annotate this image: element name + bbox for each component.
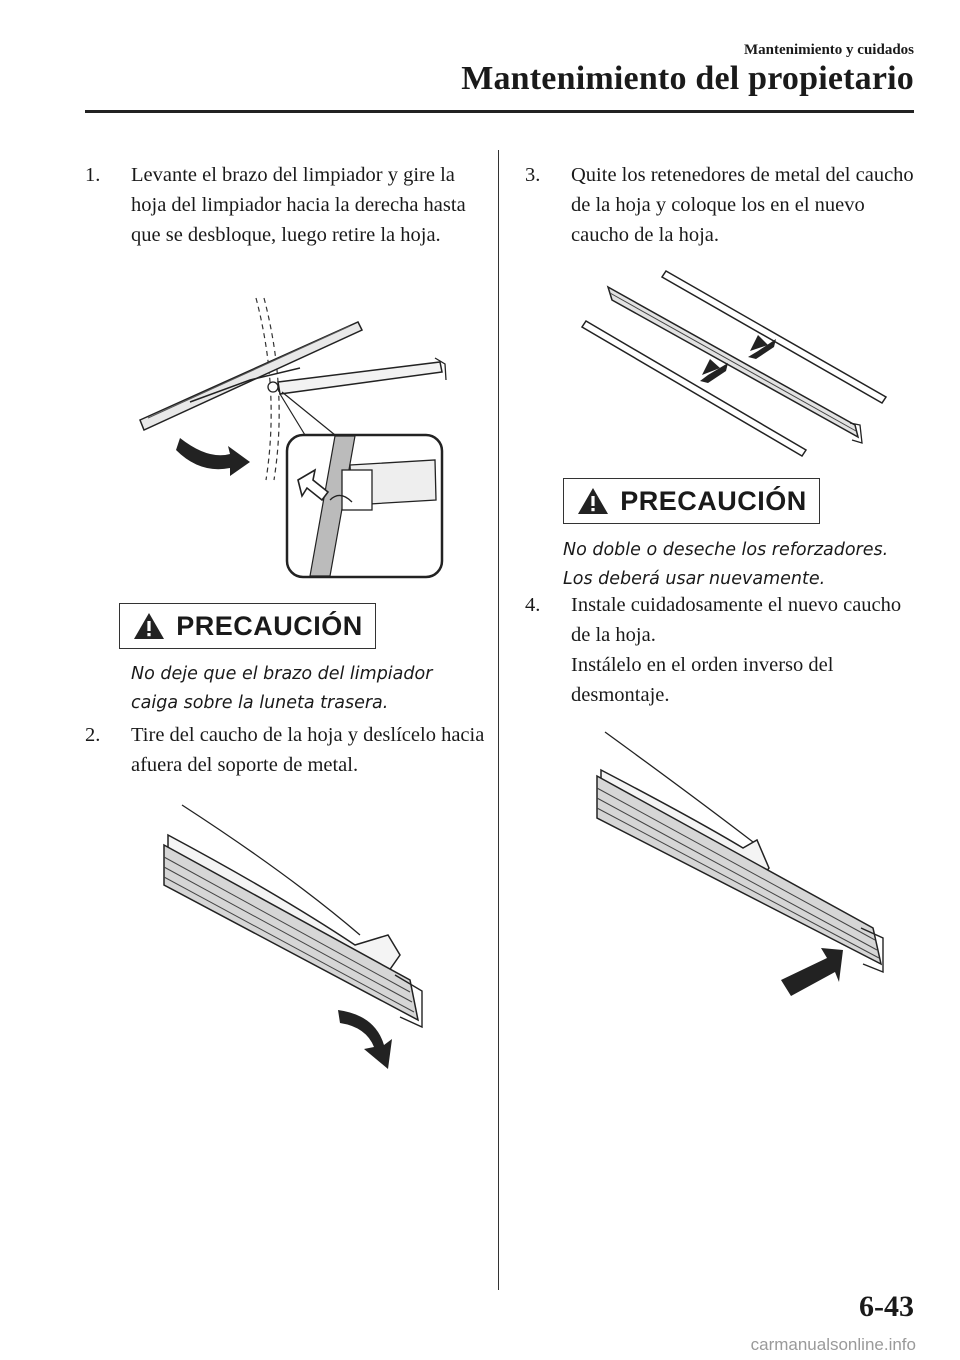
step-1 bbox=[85, 160, 485, 250]
wiper-arm-removal-figure bbox=[130, 290, 460, 585]
step-text: Levante el brazo del limpiador y gire la hoja del limpiador hacia la derecha hasta que se desbloque, luego retire la hoja. bbox=[131, 164, 466, 246]
warning-triangle-icon bbox=[132, 611, 166, 641]
blade-rubber-install-figure bbox=[593, 728, 885, 996]
caution-label: PRECAUCIÓN bbox=[620, 485, 807, 516]
section-subtitle: Mantenimiento y cuidados bbox=[743, 42, 914, 58]
step-text-continued: Instálelo en el orden inverso del desmontaje. bbox=[571, 654, 834, 706]
page-title: Mantenimiento del propietario bbox=[461, 60, 914, 97]
step-4 bbox=[525, 590, 915, 710]
column-divider bbox=[498, 150, 499, 1290]
step-number: 4. bbox=[525, 594, 541, 616]
step-number: 2. bbox=[85, 724, 101, 746]
watermark: carmanualsonline.info bbox=[750, 1335, 916, 1354]
step-text: Quite los retenedores de metal del caucho de la hoja y coloque los en el nuevo caucho de la hoja. bbox=[571, 164, 914, 246]
caution-label: PRECAUCIÓN bbox=[176, 610, 363, 641]
step-number: 3. bbox=[525, 164, 541, 186]
caution-line: No deje que el brazo del limpiador bbox=[131, 664, 433, 684]
step-text: Tire del caucho de la hoja y deslícelo hacia afuera del soporte de metal. bbox=[131, 724, 485, 776]
page-number: 6-43 bbox=[859, 1290, 914, 1323]
caution-box bbox=[119, 603, 376, 649]
step-2 bbox=[85, 720, 485, 780]
caution-text bbox=[131, 660, 481, 718]
header-rule bbox=[85, 110, 914, 113]
step-3 bbox=[525, 160, 915, 250]
caution-line: Los deberá usar nuevamente. bbox=[563, 569, 826, 589]
step-number: 1. bbox=[85, 164, 101, 186]
caution-box bbox=[563, 478, 820, 524]
caution-text bbox=[563, 536, 923, 594]
blade-rubber-pull-figure bbox=[160, 795, 440, 1070]
caution-line: caiga sobre la luneta trasera. bbox=[131, 693, 389, 713]
step-text: Instale cuidadosamente el nuevo caucho de la hoja. bbox=[571, 594, 902, 646]
caution-line: No doble o deseche los reforzadores. bbox=[563, 540, 889, 560]
warning-triangle-icon bbox=[576, 486, 610, 516]
metal-retainers-figure bbox=[580, 265, 895, 460]
